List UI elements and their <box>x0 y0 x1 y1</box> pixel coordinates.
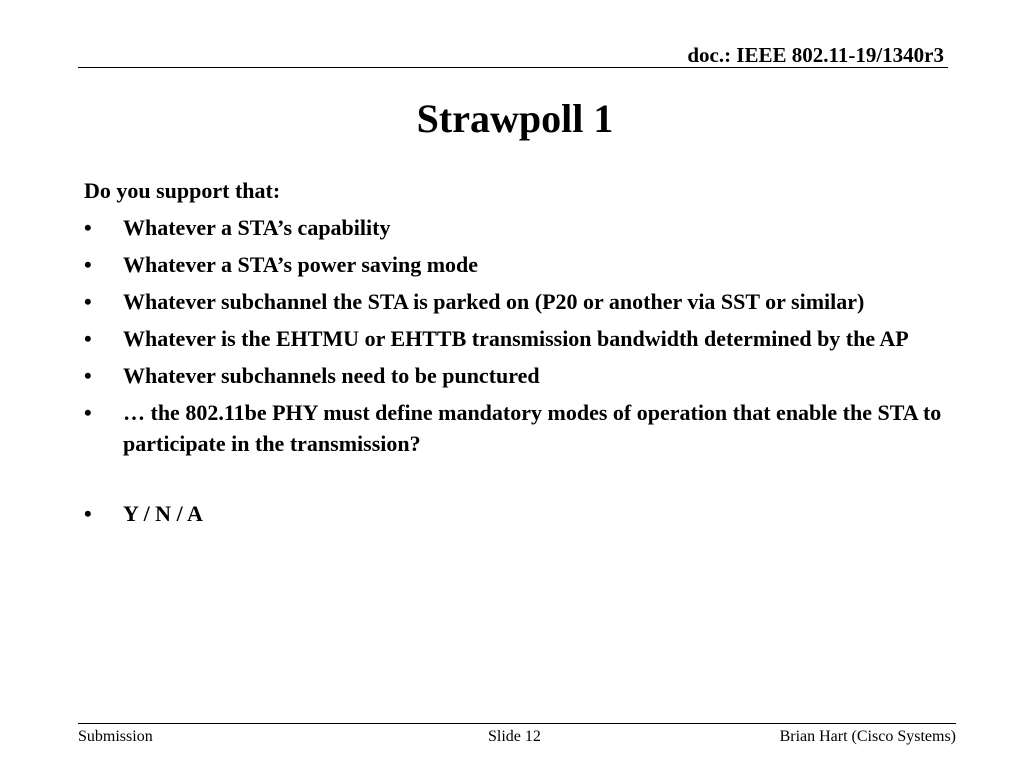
bullet-dot: • <box>84 215 92 240</box>
bullet-dot: • <box>84 400 92 425</box>
bullet-text: Whatever subchannel the STA is parked on (P20 or another via SST or similar) <box>123 289 865 314</box>
bullet-text: … the 802.11be PHY must define mandatory modes of operation that enable the STA to participate in the transmission? <box>123 400 942 456</box>
bullet-dot: • <box>84 501 92 526</box>
bullet-dot: • <box>84 289 92 314</box>
bullet-item <box>84 397 1004 459</box>
bullet-dot: • <box>84 326 92 351</box>
bullet-item-vote <box>84 498 1004 529</box>
bullet-text: Whatever a STA’s capability <box>123 215 391 240</box>
doc-id: doc.: IEEE 802.11-19/1340r3 <box>687 43 944 67</box>
slide-title: Strawpoll 1 <box>416 96 614 141</box>
bullet-text: Y / N / A <box>123 501 203 526</box>
bullet-text: Whatever subchannels need to be punctured <box>123 363 540 388</box>
lead-text: Do you support that: <box>84 178 281 203</box>
bullet-text: Whatever is the EHTMU or EHTTB transmission bandwidth determined by the AP <box>123 326 909 351</box>
bullet-dot: • <box>84 252 92 277</box>
footer-slide-number: Slide 12 <box>488 728 541 745</box>
slide-body <box>84 175 1004 535</box>
bullet-item <box>84 286 1004 317</box>
header-rule <box>78 67 948 68</box>
bullet-item <box>84 360 1004 391</box>
footer-rule <box>78 723 956 724</box>
bullet-text: Whatever a STA’s power saving mode <box>123 252 479 277</box>
bullet-item <box>84 212 1004 243</box>
footer-author: Brian Hart (Cisco Systems) <box>779 728 956 745</box>
bullet-item <box>84 323 1004 354</box>
bullet-item <box>84 249 1004 280</box>
bullet-list <box>84 212 1004 529</box>
footer-left: Submission <box>78 728 153 745</box>
bullet-dot: • <box>84 363 92 388</box>
